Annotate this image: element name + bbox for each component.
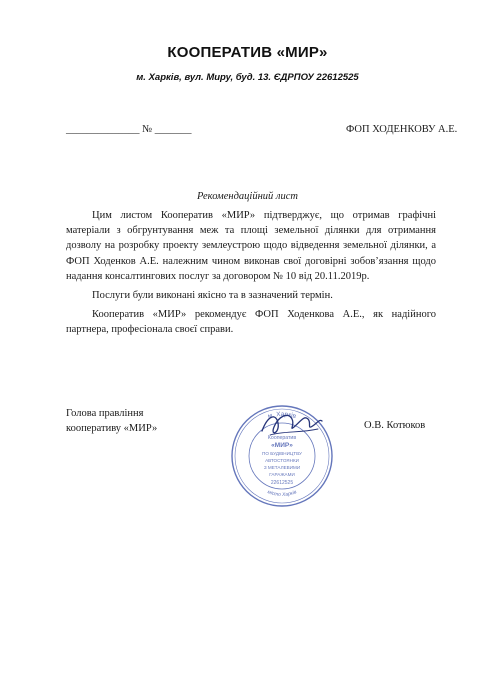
organization-name: КООПЕРАТИВ «МИР» xyxy=(167,44,328,61)
document-type: Рекомендаційний лист xyxy=(196,191,298,202)
stamp-line: ГАРАЖАМИ xyxy=(269,472,295,477)
body-paragraph: Послуги були виконані якісно та в зазначений термін. xyxy=(92,290,333,302)
body-paragraph: Цим листом Кооператив «МИР» підтверджує, що отримав графічні матеріали з обгрунтування меж та площі земельної ділянки для отримання дозволу на розробку проекту землеустрою щодо відведення земельної ділянки, а ФОП Ходенков А.Е. належним чином виконав свої договірні зобов’язання щодо надання консалтингових послуг за договором № 10 від 20.11.2019р. xyxy=(66,210,436,282)
body-paragraph: Кооператив «МИР» рекомендує ФОП Ходенкова А.Е., як надійного партнера, професіонала своєї справи. xyxy=(66,309,436,336)
stamp-line: АВТОСТОЯНКИ xyxy=(265,458,299,463)
organization-address: м. Харків, вул. Миру, буд. 13. ЄДРПОУ 22612525 xyxy=(136,72,359,83)
signatory-title xyxy=(66,406,157,436)
stamp-ring-text: м. Харків xyxy=(267,410,297,421)
registration-number-line: ______________ № _______ xyxy=(66,124,192,135)
handwritten-signature xyxy=(256,405,326,445)
stamp-line: ПО БУДІВНИЦТВУ xyxy=(262,451,302,456)
stamp-city-text: місто Харків xyxy=(266,489,298,499)
signatory-title-line: кооперативу «МИР» xyxy=(66,423,158,434)
stamp-code: 22612525 xyxy=(270,480,294,486)
recipient: ФОП ХОДЕНКОВУ А.Е. xyxy=(346,124,458,135)
signatory-title-line: Голова правління xyxy=(66,408,144,419)
stamp-line: Кооператив xyxy=(267,435,297,441)
stamp-line: З МЕТАЛЕВИМИ xyxy=(263,465,301,470)
signatory-name: О.В. Котюков xyxy=(364,420,426,431)
letter-body xyxy=(66,208,436,342)
stamp-line: «МИР» xyxy=(271,442,293,449)
